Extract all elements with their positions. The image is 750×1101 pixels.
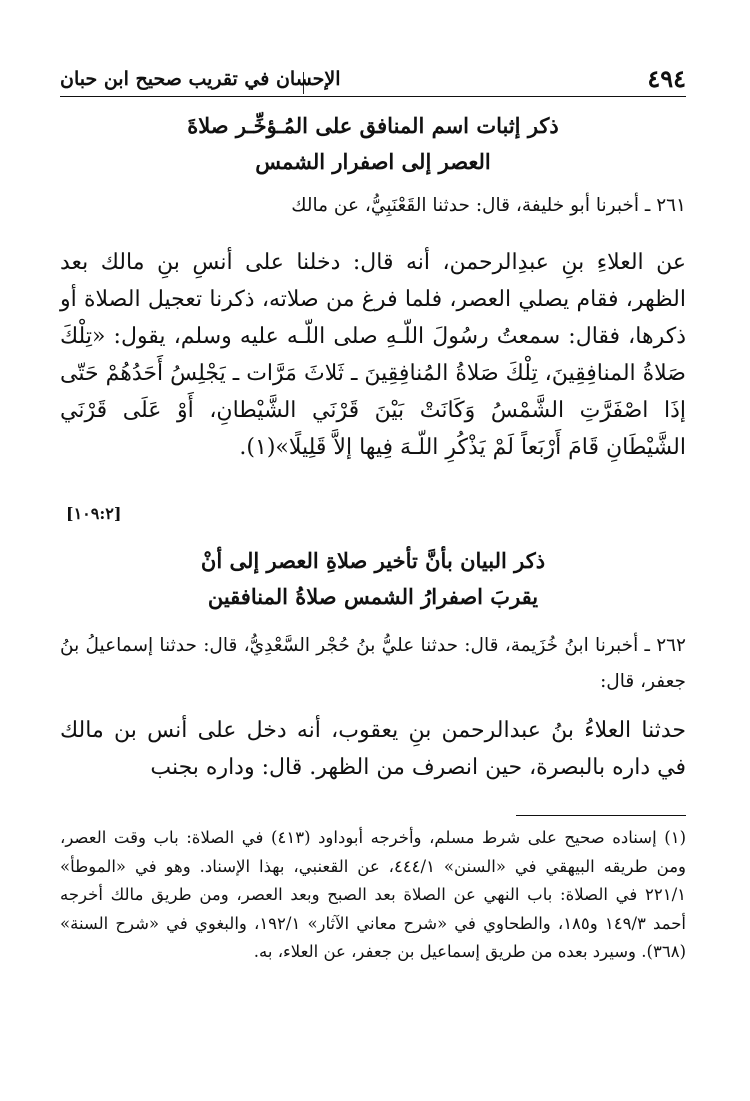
page-number: ٤٩٤: [647, 64, 686, 93]
hadith-isnad: ٢٦٢ ـ أخبرنا ابنُ خُزَيمة، قال: حدثنا عليُّ بنُ حُجْر السَّعْدِيُّ، قال: حدثنا إسماعيلُ بنُ جعفر، قال:: [60, 635, 686, 692]
page-header: [60, 64, 686, 94]
section-title-line: يقربَ اصفرارُ الشمس صلاةُ المنافقين: [207, 584, 539, 609]
section-title: [60, 108, 686, 180]
section-title-line: ذكر إثبات اسم المنافق على المُـؤخِّـر صلاةَ: [187, 113, 559, 138]
section-title-line: العصر إلى اصفرار الشمس: [255, 149, 491, 174]
hadith-text: حدثنا العلاءُ بنُ عبدالرحمن بنِ يعقوب، أنه دخل على أنس بن مالك في داره بالبصرة، حين انصرف من الظهر. قال: وداره بجنب: [60, 718, 686, 780]
hadith-reference: [١٠٩:٢]: [66, 504, 122, 523]
header-rule: [60, 96, 686, 97]
running-title: الإحسان في تقريب صحيح ابن حبان: [60, 68, 341, 90]
hadith-text: عن العلاءِ بنِ عبدِالرحمن، أنه قال: دخلنا على أنسِ بنِ مالك بعد الظهر، فقام يصلي العصر، فلما فرغ من صلاته، ذكرنا تعجيل الصلاة أو ذكرها، فقال: سمعتُ رسُولَ اللّـهِ صلى اللّـه عليه وسلم، يقول: «تِلْكَ صَلاةُ المنافِقِينَ، تِلْكَ صَلاةُ المُنافِقِينَ ـ ثَلاثَ مَرَّات ـ يَجْلِسُ أَحَدُهُمْ حَتّى إذَا اصْفَرَّتِ الشَّمْسُ وَكَانَتْ بَيْنَ قَرْنَي الشَّيْطانِ، أَوْ عَلَى قَرْنَي الشَّيْطَانِ قَامَ أَرْبَعاً لَمْ يَذْكُرِ اللّـهَ فِيها إلاَّ قَلِيلًا»(١).: [60, 250, 686, 460]
section-title: [60, 543, 686, 615]
footnote-rule: [516, 815, 686, 816]
footnote: (١) إسناده صحيح على شرط مسلم، وأخرجه أبوداود (٤١٣) في الصلاة: باب وقت العصر، ومن طريقه البيهقي في «السنن» ٤٤٤/١، عن القعنبي، بهذا الإسناد. وهو في «الموطأ» ٢٢١/١ في الصلاة: باب النهي عن الصلاة بعد الصبح وبعد العصر، ومن طريق مالك أخرجه أحمد ١٤٩/٣ و١٨٥، والطحاوي في «شرح معاني الآثار» ١٩٢/١، والبغوي في «شرح السنة» (٣٦٨). وسيرد بعده من طريق إسماعيل بن جعفر، عن العلاء، به.: [60, 828, 686, 961]
hadith-isnad: ٢٦١ ـ أخبرنا أبو خليفة، قال: حدثنا القَعْنَبِيُّ، عن مالك: [291, 195, 686, 216]
section-title-line: ذكر البيان بأنَّ تأخير صلاةِ العصر إلى أنْ: [200, 548, 546, 573]
